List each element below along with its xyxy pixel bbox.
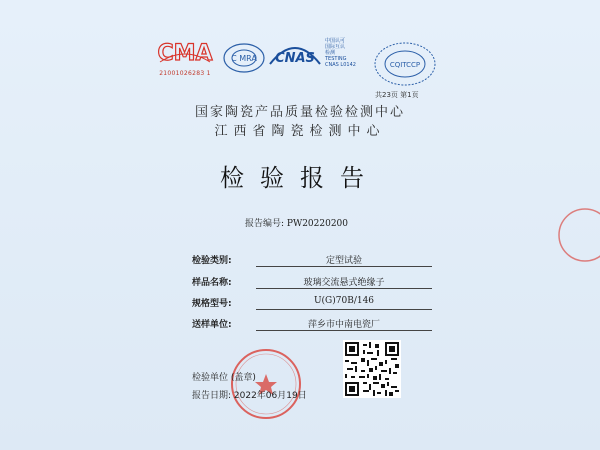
report-number: 报告编号: PW20220200 xyxy=(245,219,349,229)
org-name-line1: 国家陶瓷产品质量检验检测中心 xyxy=(194,105,405,120)
cnas-caption-2: 国际互认 xyxy=(325,44,346,50)
field-row-category xyxy=(192,253,472,269)
field-underline xyxy=(256,266,432,267)
official-seal-icon xyxy=(228,346,304,422)
cnas-caption-4: TESTING xyxy=(325,56,347,62)
field-label: 送样单位: xyxy=(192,320,232,330)
cnas-caption-5: CNAS L0142 xyxy=(325,62,356,68)
cnas-logo-icon xyxy=(268,38,322,68)
cnas-text: CNAS xyxy=(275,51,315,66)
field-row-sender xyxy=(192,317,472,333)
field-label: 样品名称: xyxy=(192,278,232,288)
svg-text:C MRA: C MRA xyxy=(231,54,257,63)
cnas-caption-1: 中国认可 xyxy=(325,38,346,44)
field-underline xyxy=(256,330,432,331)
cma-number: 21001026283 1 xyxy=(159,70,211,77)
field-label: 检验类别: xyxy=(192,256,232,266)
page-title: 检验报告 xyxy=(220,164,380,192)
field-label: 规格型号: xyxy=(192,299,232,309)
field-value: 萍乡市中南电瓷厂 xyxy=(307,320,380,330)
page-info: 共23页 第1页 xyxy=(375,91,419,99)
field-value: 玻璃交流悬式绝缘子 xyxy=(303,278,385,288)
cqitccp-logo-icon xyxy=(372,40,438,88)
field-row-sample xyxy=(192,275,472,291)
svg-text:CMA: CMA xyxy=(157,41,213,66)
org-name-line2: 江西省陶瓷检测中心 xyxy=(214,124,386,139)
qr-code-icon xyxy=(343,340,401,398)
field-row-model xyxy=(192,296,472,312)
report-date: 报告日期: 2022年06月19日 xyxy=(192,391,307,401)
cnas-caption-3: 检测 xyxy=(325,50,336,56)
field-value: U(G)70B/146 xyxy=(313,296,375,306)
cnas-caption xyxy=(325,38,365,68)
field-underline xyxy=(256,309,432,310)
inspector-unit: 检验单位 (盖章) xyxy=(192,373,256,383)
field-value: 定型试验 xyxy=(325,256,362,266)
field-underline xyxy=(256,288,432,289)
edge-seal-icon xyxy=(545,205,600,265)
ccc-logo-icon xyxy=(220,36,268,80)
svg-text:CQITCCP: CQITCCP xyxy=(389,61,421,69)
